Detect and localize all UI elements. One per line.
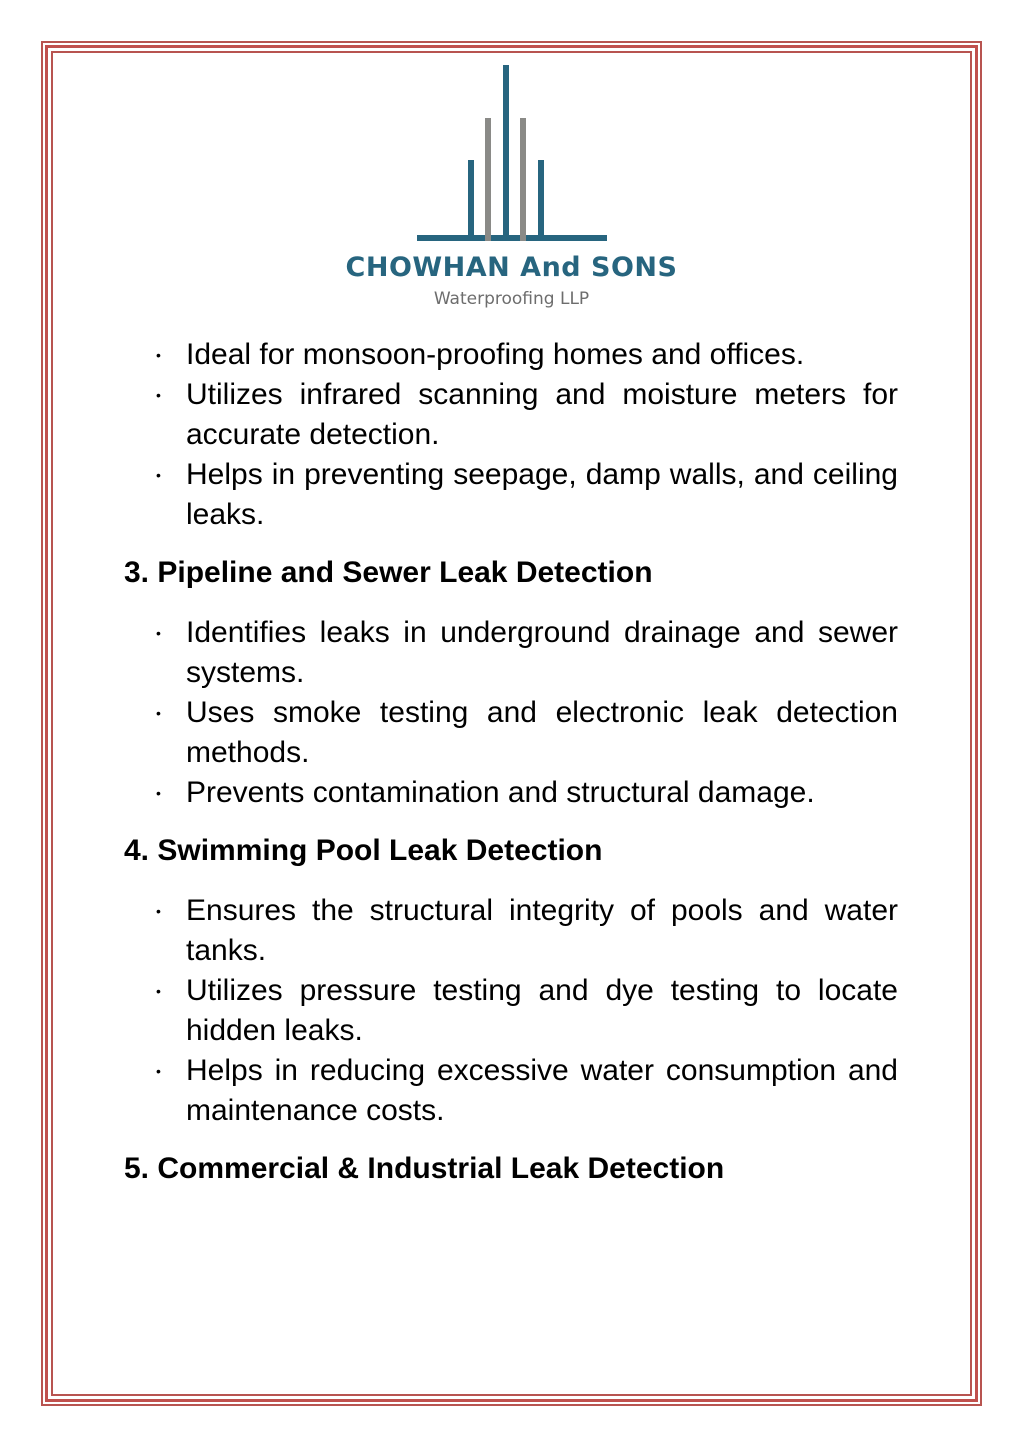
- list-item: • Prevents contamination and structural damage.: [124, 773, 898, 813]
- company-subtitle: Waterproofing LLP: [433, 289, 590, 309]
- document-body: [124, 335, 898, 1189]
- section-heading-commercial: 5. Commercial & Industrial Leak Detection: [124, 1152, 725, 1185]
- bullet-icon: •: [156, 785, 161, 801]
- bullet-icon: •: [156, 705, 161, 721]
- pipeline-bullet-list: [124, 613, 898, 813]
- bullet-icon: •: [156, 983, 161, 999]
- bullet-icon: •: [156, 467, 161, 483]
- logo-left-upright: [468, 160, 474, 241]
- bullet-icon: •: [156, 347, 161, 363]
- logo-gray-bar-right: [520, 118, 526, 241]
- pool-bullet-list: [124, 891, 898, 1131]
- list-item: • Helps in reducing excessive water consumption and maintenance costs.: [124, 1051, 898, 1131]
- logo-gray-bar-left: [485, 118, 491, 241]
- list-item: • Ensures the structural integrity of pools and water tanks.: [124, 891, 898, 971]
- bullet-icon: •: [156, 903, 161, 919]
- bullet-icon: •: [156, 1063, 161, 1079]
- bullet-icon: •: [156, 387, 161, 403]
- intro-bullet-list: [124, 335, 898, 535]
- logo-base-bar: [417, 235, 607, 241]
- list-item: • Utilizes pressure testing and dye testing to locate hidden leaks.: [124, 971, 898, 1051]
- building-logo-icon: [412, 60, 612, 250]
- list-item: • Utilizes infrared scanning and moisture meters for accurate detection.: [124, 375, 898, 455]
- list-item: • Identifies leaks in underground drainage and sewer systems.: [124, 613, 898, 693]
- list-item: • Ideal for monsoon-proofing homes and offices.: [124, 335, 898, 375]
- section-heading-swimming-pool: 4. Swimming Pool Leak Detection: [124, 834, 603, 867]
- section-heading-pipeline: 3. Pipeline and Sewer Leak Detection: [124, 556, 653, 589]
- logo-center-tower: [503, 65, 509, 241]
- company-name: CHOWHAN And SONS: [345, 252, 678, 283]
- list-item: • Helps in preventing seepage, damp walls, and ceiling leaks.: [124, 455, 898, 535]
- bullet-icon: •: [156, 625, 161, 641]
- logo-right-upright: [538, 160, 544, 241]
- list-item: • Uses smoke testing and electronic leak detection methods.: [124, 693, 898, 773]
